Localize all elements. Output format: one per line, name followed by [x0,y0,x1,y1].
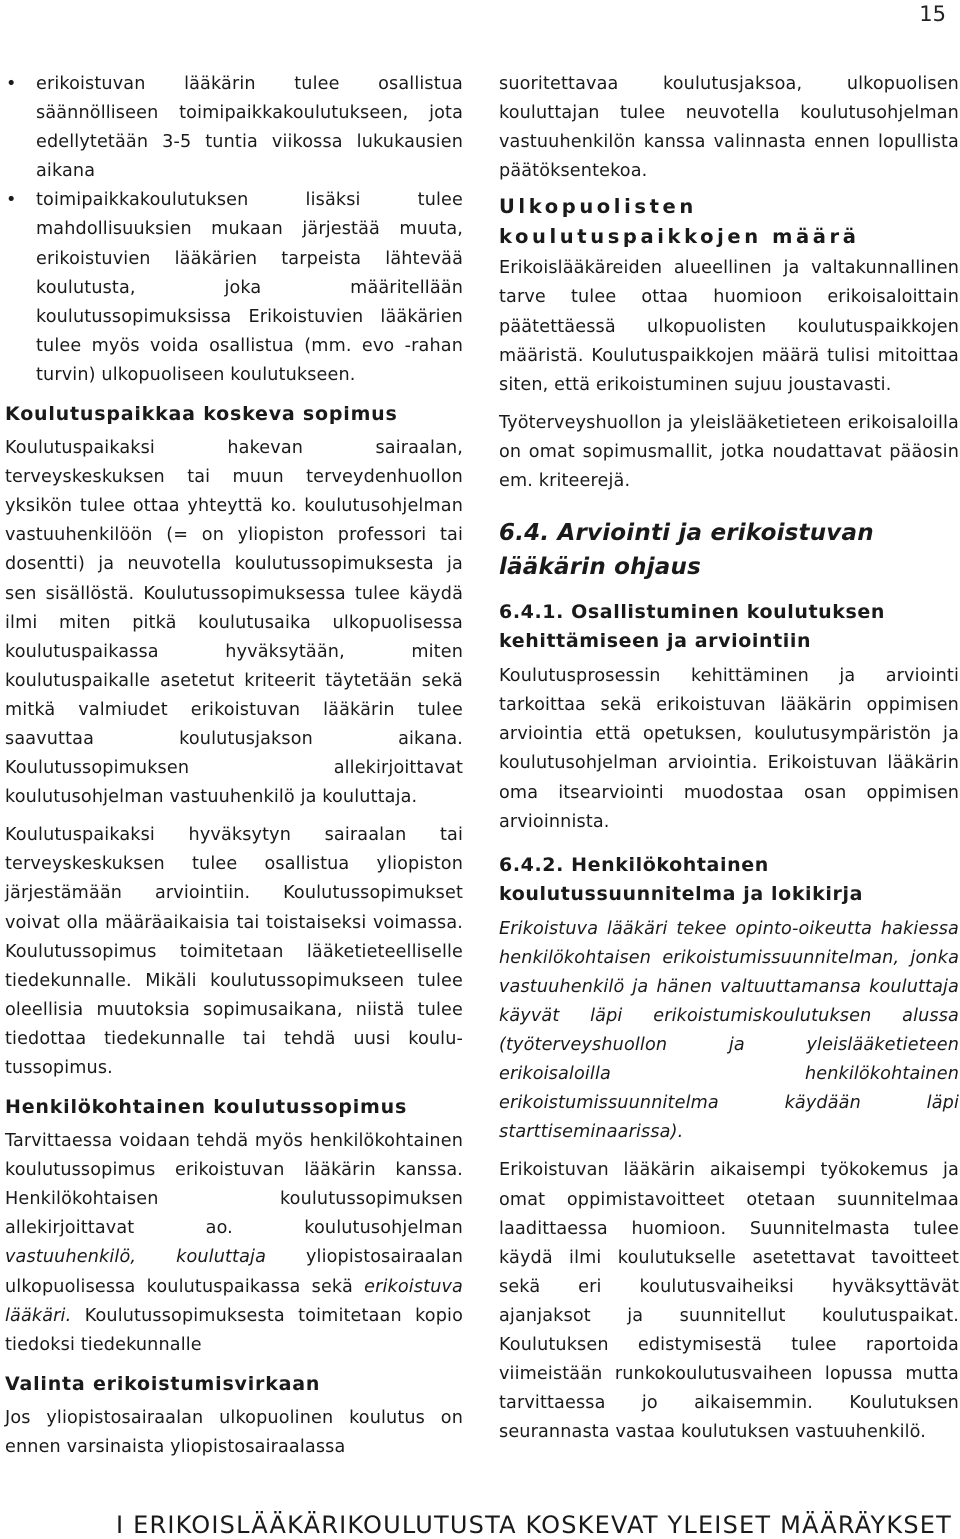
italic-text-run: vastuuhenkilö, kouluttaja [5,1247,266,1268]
text-run: yliopistosairaalan ulkopuolisessa koulutuspaikassa sekä [5,1247,463,1297]
paragraph: Koulutusprosessin kehittäminen ja arviointi tarkoittaa sekä erikoistuvan lääkärin oppimisen arviointia että opetuksen, koulutusympäristön ja koulutusohjelman arviointia. Erikoistuvan lääkärin oma itsearviointi muodostaa osan oppimisen arvioinnista. [499,666,959,832]
subheading-6-4-1: 6.4.1. Osallistuminen koulutuksen kehittämiseen ja arviointiin [499,601,886,653]
right-column [499,70,959,1447]
heading-ulkopuolisten-maara: Ulkopuolisten koulutuspaikkojen määrä [499,195,860,249]
italic-paragraph: Erikoistuva lääkäri tekee opinto-oikeutta hakiessa henkilökohtaisen erikoistumissuunnitelman, jonka vastuuhenkilö ja hänen valtuuttamansa kouluttaja käyvät läpi erikoistumiskoulutuksen alussa (työterveyshuollon ja yleislääketieteen erikoisaloilla henkilökohtainen erikoistumissuunnitelma käydään läpi starttiseminaarissa). [499,918,959,1143]
page-number: 15 [919,2,946,26]
bullet-list [5,70,463,390]
paragraph: Työterveyshuollon ja yleislääketieteen erikoisaloilla on omat sopimusmallit, jotka noudattavat pääosin em. kriteerejä. [499,412,959,492]
running-footer: I ERIKOISLÄÄKÄRIKOULUTUSTA KOSKEVAT YLEISET MÄÄRÄYKSET [116,1511,952,1539]
heading-koulutuspaikkaa-sopimus: Koulutuspaikkaa koskeva sopimus [5,403,398,426]
paragraph: suoritettavaa koulutusjaksoa, ulkopuolisen kouluttajan tulee neuvotella koulutusohjelman vastuuhenkilön kanssa valinnasta ennen lopullista päätöksentekoa. [499,74,959,182]
paragraph: Erikoistuvan lääkärin aikaisempi työkokemus ja omat oppimistavoitteet otetaan suunnitelmaa laadittaessa huomioon. Suunnitelmasta tulee käydä ilmi koulutukselle asetettavat tavoitteet sekä eri koulutusvaiheiksi hyväksyttävät ajanjaksot ja suunnitellut koulutuspaikat. Koulutuksen edistymisestä tulee raportoida viimeistään runkokoulutusvaiheen lopussa mutta tarvittaessa jo aikaisemmin. Koulutuksen seurannasta vastaa koulutuksen vastuuhenkilö. [499,1160,959,1443]
paragraph: Koulutuspaikaksi hakevan sairaalan, terveyskeskuksen tai muun terveydenhuollon yksikön tulee ottaa yhteyttä ko. koulutusohjelman vastuuhenkilöön (= on yliopiston professori tai dosentti) ja neuvotella koulutussopimuksesta ja sen sisällöstä. Koulutussopimuksessa tulee käydä ilmi miten pitkä koulutusaika ulkopuolisessa koulutuspaikassa hyväksytään, miten koulutuspaikalle asetetut kriteerit täytetään sekä mitkä valmiudet erikoistuvan lääkärin tulee saavuttaa koulutusjakson aikana. Koulutussopimuksen allekirjoittavat koulutusohjelman vastuuhenkilö ja kouluttaja. [5,438,463,808]
heading-valinta-erikoistumisvirkaan: Valinta erikoistumisvirkaan [5,1372,321,1395]
italic-text-run: erikoistuva lääkäri. [5,1276,463,1326]
paragraph: Koulutuspaikaksi hyväksytyn sairaalan tai terveyskeskuksen tulee osallistua yliopiston järjestämään arviointiin. Koulutussopimukset voivat olla määräaikaisia tai toistaiseksi voimassa. Koulutussopimus toimitetaan lääketieteelliselle tiedekunnalle. Mikäli koulutussopimukseen tulee oleellisia muutoksia sopimusaikana, niistä tulee tiedottaa tiedekunnalle tai tehdä uusi koulu-tussopimus. [5,825,463,1078]
text-run: Tarvittaessa voidaan tehdä myös henkilökohtainen koulutussopimus erikoistuvan lääkärin kanssa. Henkilökohtaisen koulutussopimuksen allekirjoittavat ao. koulutusohjelman [5,1131,463,1239]
heading-henkilokohtainen-sopimus: Henkilökohtainen koulutussopimus [5,1096,408,1119]
bullet-item: • toimipaikkakoulutuksen lisäksi tulee mahdollisuuksien mukaan järjestää muuta, erikoistuvien lääkärien tarpeista lähtevää koulutusta, joka määritellään koulutussopimuksissa Erikoistuvien lääkärien tulee myös voida osallistua (mm. evo -rahan turvin) ulkopuoliseen koulutukseen. [5,186,463,390]
text-run: Koulutussopimuksesta toimitetaan kopio tiedoksi tiedekunnalle [5,1305,463,1355]
paragraph [5,1127,463,1360]
paragraph: Jos yliopistosairaalan ulkopuolinen koulutus on ennen varsinaista yliopistosairaalassa [5,1407,463,1457]
left-column [5,70,463,1462]
chapter-heading-6-4: 6.4. Arviointi ja erikoistuvan lääkärin ohjaus [499,520,874,581]
paragraph: Erikoislääkäreiden alueellinen ja valtakunnallinen tarve tulee ottaa huomioon erikoisaloittain päätettäessä ulkopuolisten koulutuspaikkojen määristä. Koulutuspaikkojen määrä tulisi mitoittaa siten, että erikoistuminen sujuu joustavasti. [499,258,959,395]
bullet-item: • erikoistuvan lääkärin tulee osallistua säännölliseen toimipaikkakoulutukseen, jota edellytetään 3-5 tuntia viikossa lukukausien aikana [5,70,463,186]
subheading-6-4-2: 6.4.2. Henkilökohtainen koulutussuunnitelma ja lokikirja [499,853,864,905]
